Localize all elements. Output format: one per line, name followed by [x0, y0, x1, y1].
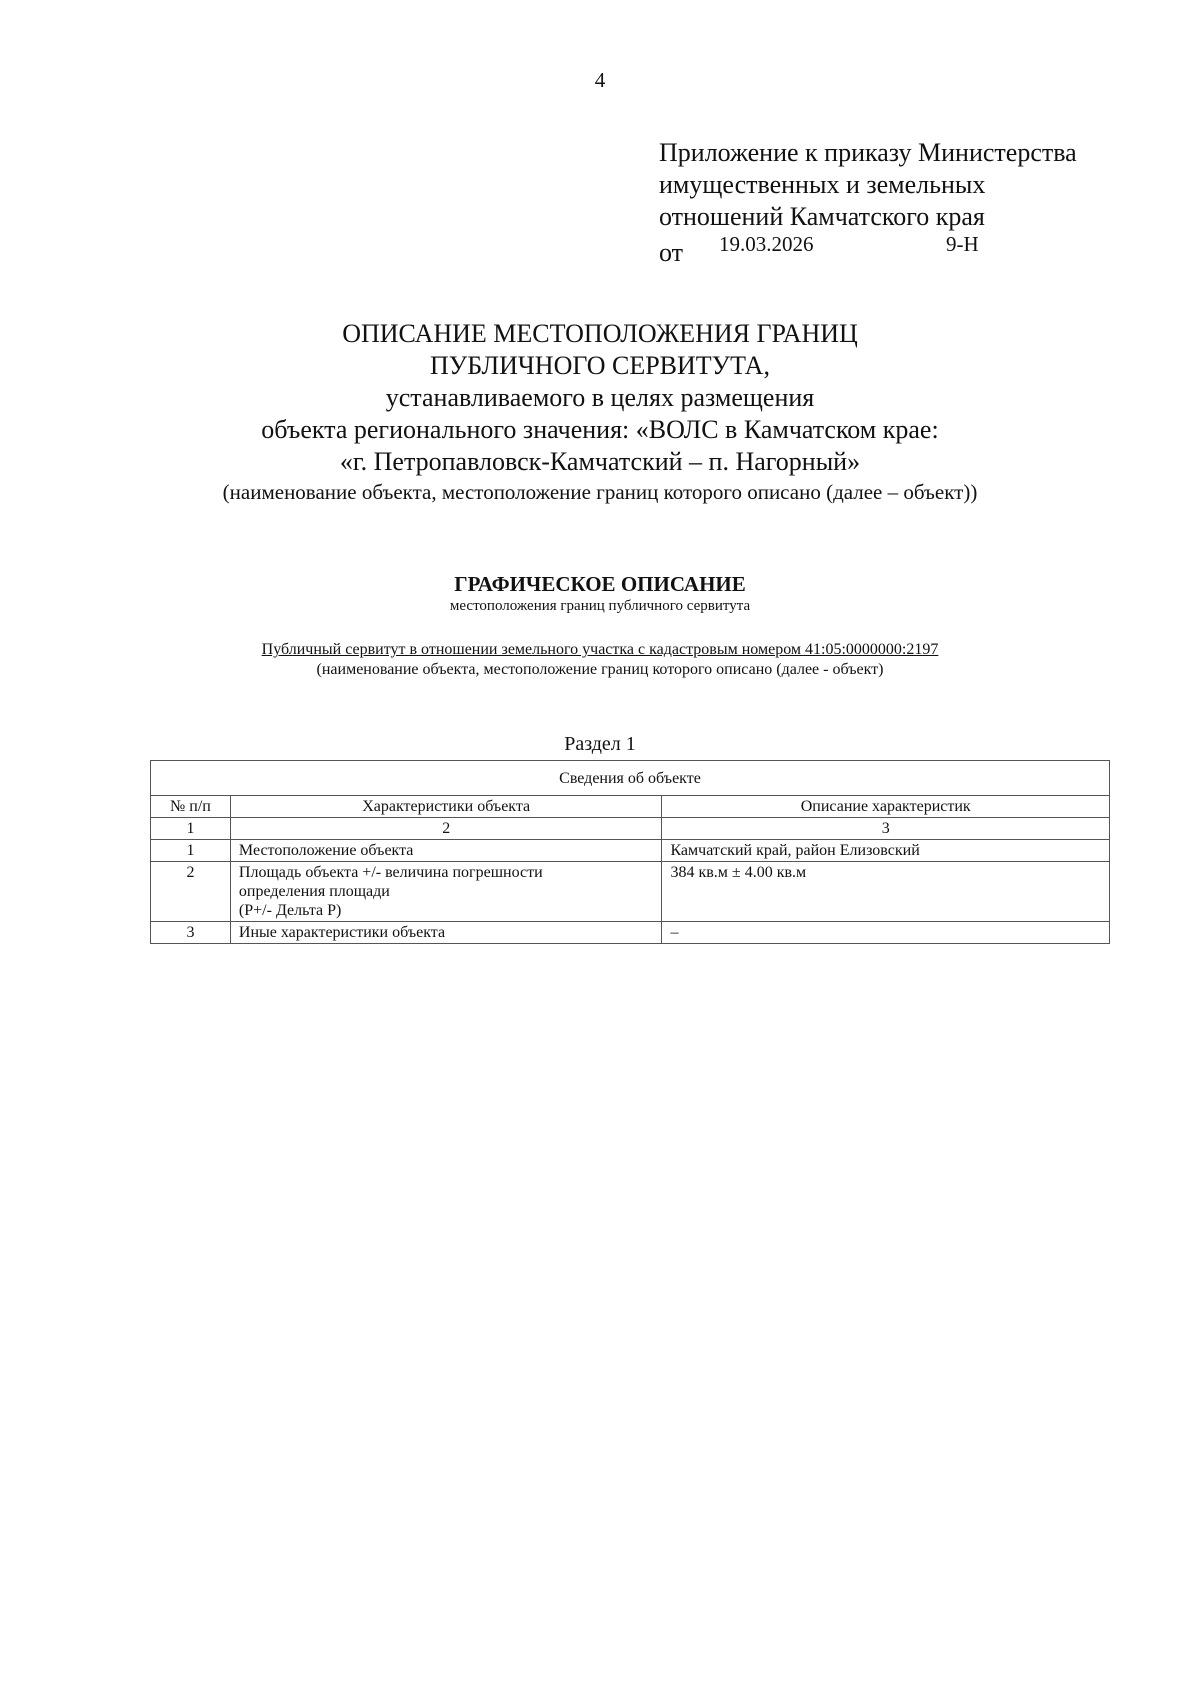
row-characteristic — [230, 922, 662, 944]
servitude-block — [0, 640, 1200, 680]
title-line: объекта регионального значения: «ВОЛС в Камчатском крае: — [261, 415, 939, 444]
row-description: Камчатский край, район Елизовский — [662, 840, 1110, 862]
column-number-row — [151, 818, 1110, 840]
approval-block — [659, 137, 1077, 233]
row-number: 1 — [151, 840, 231, 862]
table-header-row — [151, 796, 1110, 818]
title-line: «г. Петропавловск-Камчатский – п. Нагорный» — [339, 447, 861, 476]
row-number: 2 — [151, 862, 231, 922]
graphic-subtitle: местоположения границ публичного сервитута — [449, 598, 751, 614]
table-caption-row — [151, 761, 1110, 796]
servitude-caption: (наименование объекта, местоположение границ которого описано (далее - объект) — [316, 661, 884, 678]
table-caption: Сведения об объекте — [151, 761, 1110, 796]
table-row — [151, 862, 1110, 922]
characteristic-line: (Р+/- Дельта Р) — [238, 902, 342, 919]
characteristic-line: Иные характеристики объекта — [238, 924, 446, 941]
section-label: Раздел 1 — [564, 733, 636, 755]
header-cell: № п/п — [151, 796, 231, 818]
order-number: 9-Н — [946, 232, 979, 256]
approval-line: Приложение к приказу Министерства — [659, 138, 1077, 167]
row-characteristic — [230, 840, 662, 862]
title-caption: (наименование объекта, местоположение границ которого описано (далее – объект)) — [222, 480, 978, 504]
date-prefix: от — [659, 238, 684, 267]
row-characteristic — [230, 862, 662, 922]
row-description: – — [662, 922, 1110, 944]
column-number-cell: 2 — [230, 818, 662, 840]
approval-date-row — [659, 232, 999, 267]
row-description: 384 кв.м ± 4.00 кв.м — [662, 862, 1110, 922]
header-cell: Характеристики объекта — [230, 796, 662, 818]
approval-line: имущественных и земельных — [659, 170, 986, 199]
document-title — [0, 318, 1200, 506]
object-info-table — [150, 760, 1110, 944]
title-line: ПУБЛИЧНОГО СЕРВИТУТА, — [430, 351, 770, 380]
column-number-cell: 3 — [662, 818, 1110, 840]
approval-line: отношений Камчатского края — [659, 202, 985, 231]
servitude-line: Публичный сервитут в отношении земельного участка с кадастровым номером 41:05:0000000:2197 — [261, 641, 939, 658]
row-number: 3 — [151, 922, 231, 944]
table-row — [151, 840, 1110, 862]
graphic-title: ГРАФИЧЕСКОЕ ОПИСАНИЕ — [454, 572, 746, 596]
column-number-cell: 1 — [151, 818, 231, 840]
graphic-description-heading — [0, 572, 1200, 616]
order-date: 19.03.2026 — [719, 232, 814, 256]
table-row — [151, 922, 1110, 944]
header-cell: Описание характеристик — [662, 796, 1110, 818]
characteristic-line: Местоположение объекта — [238, 842, 414, 859]
characteristic-line: Площадь объекта +/- величина погрешности — [238, 864, 543, 881]
title-line: ОПИСАНИЕ МЕСТОПОЛОЖЕНИЯ ГРАНИЦ — [342, 319, 858, 348]
page-number: 4 — [594, 68, 606, 92]
title-line: устанавливаемого в целях размещения — [385, 383, 815, 412]
characteristic-line: определения площади — [238, 883, 390, 900]
